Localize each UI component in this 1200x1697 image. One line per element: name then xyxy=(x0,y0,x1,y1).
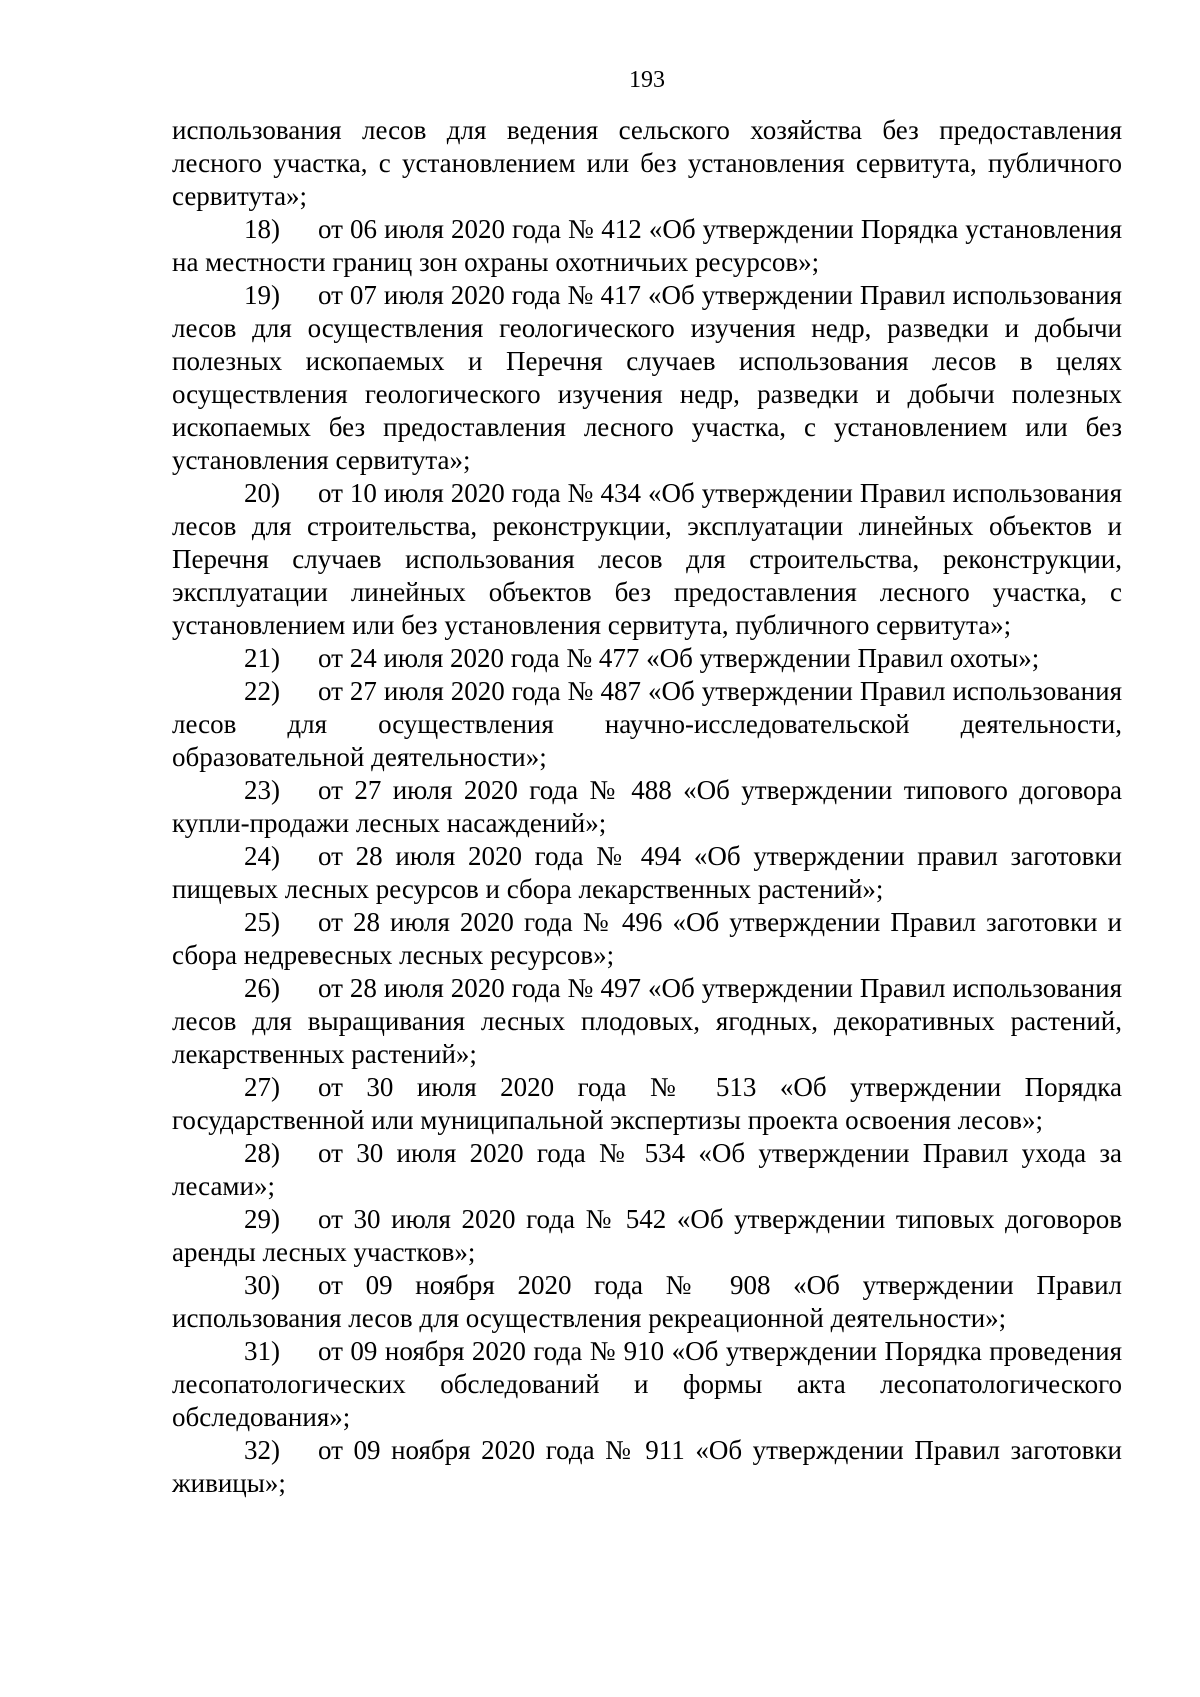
list-item xyxy=(172,279,1122,477)
item-text: от 10 июля 2020 года № 434 «Об утверждении Правил использования лесов для строительства, реконструкции, эксплуатации линейных объектов и Перечня случаев использования лесов для строительства, реконструкции, эксплуатации линейных объектов без предоставления лесного участка, с установлением или без установления сервитута, публичного сервитута»; xyxy=(172,478,1122,640)
list-item xyxy=(172,1269,1122,1335)
item-text: от 28 июля 2020 года № 497 «Об утверждении Правил использования лесов для выращивания лесных плодовых, ягодных, декоративных растений, лекарственных растений»; xyxy=(172,973,1122,1069)
item-text: от 28 июля 2020 года № 494 «Об утверждении правил заготовки пищевых лесных ресурсов и сбора лекарственных растений»; xyxy=(172,841,1122,904)
item-number: 26) xyxy=(244,973,280,1003)
item-text: от 27 июля 2020 года № 488 «Об утверждении типового договора купли-продажи лесных насаждений»; xyxy=(172,775,1122,838)
item-text: от 24 июля 2020 года № 477 «Об утверждении Правил охоты»; xyxy=(318,643,1040,673)
item-text: от 06 июля 2020 года № 412 «Об утверждении Порядка установления на местности границ зон охраны охотничьих ресурсов»; xyxy=(172,214,1122,277)
item-number: 31) xyxy=(244,1336,280,1366)
list-item xyxy=(172,675,1122,774)
item-text: от 09 ноября 2020 года № 908 «Об утверждении Правил использования лесов для осуществления рекреационной деятельности»; xyxy=(172,1270,1122,1333)
item-text: от 07 июля 2020 года № 417 «Об утверждении Правил использования лесов для осуществления геологического изучения недр, разведки и добычи полезных ископаемых и Перечня случаев использования лесов в целях осуществления геологического изучения недр, разведки и добычи полезных ископаемых без предоставления лесного участка, с установлением или без установления сервитута»; xyxy=(172,280,1122,475)
item-text: от 30 июля 2020 года № 542 «Об утверждении типовых договоров аренды лесных участков»; xyxy=(172,1204,1122,1267)
item-number: 27) xyxy=(244,1072,280,1102)
list-item xyxy=(172,477,1122,642)
list-item xyxy=(172,906,1122,972)
item-number: 32) xyxy=(244,1435,280,1465)
list-item xyxy=(172,1203,1122,1269)
item-number: 20) xyxy=(244,478,280,508)
document-page xyxy=(172,66,1122,1500)
list-item xyxy=(172,774,1122,840)
item-number: 25) xyxy=(244,907,280,937)
item-text: от 30 июля 2020 года № 513 «Об утверждении Порядка государственной или муниципальной экспертизы проекта освоения лесов»; xyxy=(172,1072,1122,1135)
list-item xyxy=(172,1434,1122,1500)
item-number: 22) xyxy=(244,676,280,706)
item-text: от 09 ноября 2020 года № 911 «Об утверждении Правил заготовки живицы»; xyxy=(172,1435,1122,1498)
list-item xyxy=(172,1137,1122,1203)
list-item xyxy=(172,972,1122,1071)
document-list xyxy=(172,213,1122,1500)
item-text: от 30 июля 2020 года № 534 «Об утверждении Правил ухода за лесами»; xyxy=(172,1138,1122,1201)
item-number: 19) xyxy=(244,280,280,310)
intro-paragraph: использования лесов для ведения сельского хозяйства без предоставления лесного участка, с установлением или без установления сервитута, публичного сервитута»; xyxy=(172,115,1122,211)
item-number: 23) xyxy=(244,775,280,805)
item-number: 24) xyxy=(244,841,280,871)
list-item xyxy=(172,840,1122,906)
item-number: 29) xyxy=(244,1204,280,1234)
item-number: 28) xyxy=(244,1138,280,1168)
list-item xyxy=(172,1071,1122,1137)
list-item xyxy=(172,642,1122,675)
item-text: от 09 ноября 2020 года № 910 «Об утверждении Порядка проведения лесопатологических обследований и формы акта лесопатологического обследования»; xyxy=(172,1336,1122,1432)
item-text: от 27 июля 2020 года № 487 «Об утверждении Правил использования лесов для осуществления научно-исследовательской деятельности, образовательной деятельности»; xyxy=(172,676,1122,772)
item-number: 18) xyxy=(244,214,280,244)
list-item xyxy=(172,213,1122,279)
list-item xyxy=(172,1335,1122,1434)
page-number: 193 xyxy=(629,67,665,93)
item-number: 21) xyxy=(244,643,280,673)
item-text: от 28 июля 2020 года № 496 «Об утверждении Правил заготовки и сбора недревесных лесных ресурсов»; xyxy=(172,907,1122,970)
item-number: 30) xyxy=(244,1270,280,1300)
